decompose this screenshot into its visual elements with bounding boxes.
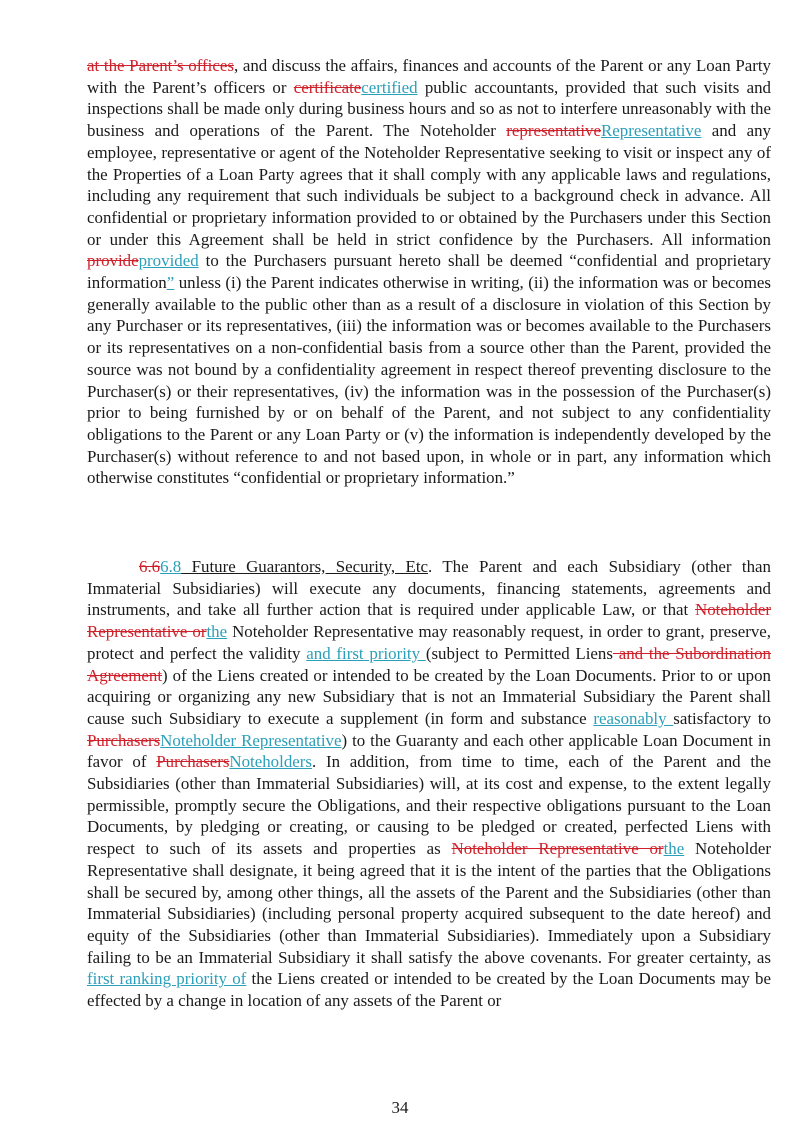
text-run: Noteholder Representative shall designate, it being agreed that it is the intent of the parties that the Obligations shall be secured by, among other things, all the assets of the Parent and the Subsidiaries (other than Immaterial Subsidiaries) (including personal property acquired subsequent to the date hereof) and equity of the Subsidiaries (other than Immaterial Subsidiaries). Immediately upon a Subsidiary failing to be an Immaterial Subsidiary it shall satisfy the above covenants. For greater certainty, as [87,839,771,967]
text-run: , and discuss the affairs, finances and accounts of the Parent or any Loan Party with the Parent’s officers or [87,56,771,97]
deleted-text: Purchasers [156,752,230,772]
text-run: ) of the Liens created or intended to be created by the Loan Documents. Prior to or upon acquiring or organizing any new Subsidiary that is not an Immaterial Subsidiary the Parent shall cause such Subsidiary to execute a supplement (in form and substance [87,665,771,728]
deleted-text: 6.6 [139,557,161,576]
section-heading: Future Guarantors, Security, Etc [181,557,429,576]
inserted-text: first ranking priority of [87,969,247,989]
inserted-text: reasonably [593,708,674,728]
inserted-text: the [663,839,685,859]
inserted-text: Noteholders [229,752,312,772]
inserted-text: and first priority [306,643,426,663]
text-run: unless (i) the Parent indicates otherwise in writing, (ii) the information was or becomes generally available to the public other than as a result of a disclosure in violation of this Section by any Purchaser or its representatives, (iii) the information was or becomes available to the Purchasers or its representatives on a non-confidential basis from a source other than the Parent, provided the source was not bound by a confidentiality agreement in respect thereof preventing disclosure to the Purchaser(s) or their representatives, (iv) the information was in the possession of the Purchaser(s) prior to being furnished by or on behalf of the Parent, and not subject to any confidentiality obligations to the Parent or any Loan Party or (v) the information is independently developed by the Purchaser(s) without reference to and not based upon, in whole or in part, any information which otherwise constitutes “confidential or proprietary information.” [87,273,771,488]
text-run: to the Purchasers pursuant hereto shall be deemed “confidential and proprietary information [87,251,771,293]
text-run: public accountants, provided that such visits and inspections shall be made only during business hours and so as not to interfere unreasonably with the business and operations of the Parent. [87,77,771,141]
text-run: the Liens created or intended to be created by the Loan Documents may be effected by a change in location of any assets of the Parent or [87,969,771,1011]
page-number: 34 [391,1098,409,1117]
deleted-text: provide [87,251,139,271]
inserted-text: provided [138,251,199,271]
inserted-text: Representative [601,121,702,141]
text-run: . In addition, from time to time, each of the Parent and the Subsidiaries (other than Immaterial Subsidiaries) will, at its cost and expense, to the extent legally permissible, promptly secure the Obligations, and their respective obligations pursuant to the Loan Documents, by pledging or creating, or causing to be pledged or created, perfected Liens with respect to such of its assets and properties as [87,752,772,859]
inserted-text: Noteholder Representative [160,730,342,750]
text-run: . The Parent and each Subsidiary (other than Immaterial Subsidiaries) will execute any documents, financing statements, agreements and instruments, and take all further action that is required under applicable Law, or that [87,557,771,620]
inserted-text: the [206,622,228,642]
deleted-text: certificate [293,77,362,97]
inserted-text: ” [166,273,175,293]
paragraph-inspection-confidentiality [87,55,771,489]
deleted-text: Noteholder Representative or [451,839,664,859]
text-run: Noteholder Representative may reasonably request, in order to grant, preserve, protect and perfect the validity [87,622,772,663]
text-run: (subject to Permitted Liens [425,643,613,663]
text-run: satisfactory to [673,708,771,728]
paragraph-future-guarantors [87,556,771,1012]
deleted-text: representative [506,121,602,141]
deleted-text: at the Parent’s offices [87,56,234,75]
deleted-text: Purchasers [87,730,161,750]
text-run: The Noteholder [383,121,507,141]
text-run: All confidential or proprietary information provided to or obtained by the Purchasers under this Section or under this Agreement shall be held in strict confidence by the Purchasers. All information [87,186,771,249]
inserted-text: certified [361,77,418,97]
text-run: ) to the Guaranty and each other applicable Loan Document in favor of [87,730,771,772]
deleted-text: and the Subordination Agreement [87,643,771,685]
text-run: and any employee, representative or agent of the Noteholder Representative seeking to visit or inspect any of the Properties of a Loan Party agrees that it shall comply with any applicable laws and regulations, including any requirement that such individuals be subject to a background check in advance. [87,121,771,206]
deleted-text: Noteholder Representative or [87,600,771,642]
inserted-text: 6.8 [160,557,182,576]
